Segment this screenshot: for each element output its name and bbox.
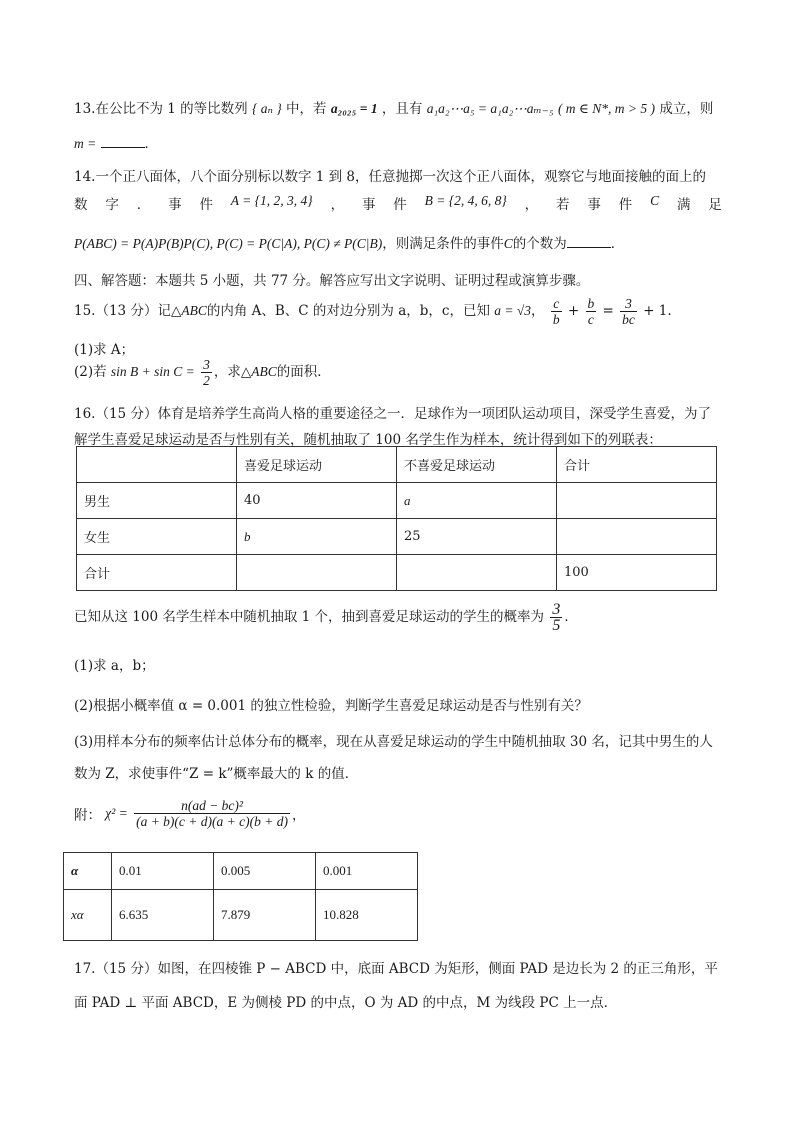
q14-w10: ， [524, 197, 539, 213]
q14-line3: P(ABC) = P(A)P(B)P(C), P(C) = P(C|A), P(C) ≠ P(C|B)，则满足条件的事件C的个数为 ． [74, 236, 625, 252]
q13-cond: a₂₀₂₅ = 1 [330, 101, 378, 116]
q14-text: ，则满足条件的事件 [382, 236, 504, 252]
q15-line1: 15.（13 分）记△ABC的内角 A、B、C 的对边分别为 a，b，c，已知 a = √3， $\frac{c}{b}$ + $\frac{b}{c}$ = $\frac{3}{bc}$ + 1. [74, 296, 672, 327]
q14-var: C [503, 236, 513, 251]
q15-p2-pre: (2)若 [74, 364, 107, 380]
table-cell: 0.001 [316, 853, 418, 890]
q15-p2-tri: △ABC [240, 364, 277, 379]
table-header-cell: 合计 [557, 447, 717, 483]
q14-w6: ， [330, 197, 345, 213]
q14-w11: 若 [556, 197, 570, 213]
q15-head: 15.（13 分）记 [74, 303, 171, 319]
q14-line2 [74, 193, 722, 213]
q16-line1: 16.（15 分）体育是培养学生高尚人格的重要途径之一．足球作为一项团队运动项目，深受学生喜爱，为了 [74, 406, 711, 422]
table-header-cell: 喜爱足球运动 [237, 447, 397, 483]
table-cell: b [237, 519, 397, 555]
table-cell: a [397, 483, 557, 519]
q14-w8: 件 [393, 197, 407, 213]
chi-end: ， [291, 807, 306, 824]
q16-prob-line [74, 602, 578, 633]
table-cell [557, 483, 717, 519]
q15-body: 的内角 A、B、C 的对边分别为 a，b，c，已知 [206, 303, 490, 319]
q15-frac3: $\frac{3}{bc}$ [622, 296, 635, 327]
q15-p1: (1)求 A； [74, 342, 135, 358]
q14-w3: 事 [168, 197, 182, 213]
table-cell [557, 519, 717, 555]
q14-w1: 字 [105, 197, 119, 213]
table-cell: 6.635 [112, 890, 214, 941]
q13-range: ( m ∈ N*, m > 5 ) [557, 101, 656, 116]
table-cell: 合计 [77, 555, 237, 591]
q13-line2: m = ． [74, 136, 159, 152]
q13-suffix: 成立，则 [659, 101, 714, 117]
table-row [77, 519, 717, 555]
q14-answer-blank[interactable] [567, 235, 611, 248]
q14-w13: 件 [618, 197, 633, 213]
table-cell [397, 555, 557, 591]
table-cell [237, 555, 397, 591]
table-cell: 0.01 [112, 853, 214, 890]
q14-set-a: A = {1, 2, 3, 4} [230, 193, 313, 208]
q17-line2: 面 PAD ⊥ 平面 ABCD，E 为侧棱 PD 的中点，O 为 AD 的中点，M 为线段 PC 上一点． [74, 995, 618, 1011]
table-header-cell: 不喜爱足球运动 [397, 447, 557, 483]
q15-tail: + 1. [643, 303, 672, 319]
table-header-cell [77, 447, 237, 483]
q16-p3-line1: (3)用样本分布的频率估计总体分布的概率，现在从喜爱足球运动的学生中随机抽取 30 名，记其中男生的人 [74, 734, 713, 750]
q13-ask: m = [74, 136, 97, 151]
table-header-row [77, 447, 717, 483]
chi-symbol: χ² = [105, 805, 128, 821]
table-cell: 女生 [77, 519, 237, 555]
q15-p2-end: 的面积． [276, 364, 331, 380]
table-row [77, 483, 717, 519]
q16-p3-line2: 数为 Z，求使事件“Z = k”概率最大的 k 的值． [74, 766, 359, 782]
table-row [77, 555, 717, 591]
q15-tri: △ABC [170, 303, 207, 318]
q13-answer-blank[interactable] [101, 135, 145, 148]
q14-w2: ． [136, 197, 151, 213]
q13-prefix: 13.在公比不为 1 的等比数列 [74, 101, 248, 117]
table-cell: 男生 [77, 483, 237, 519]
q16-prob-frac: $\frac{3}{5}$ [552, 601, 561, 634]
q13-line1 [74, 97, 713, 117]
q16-prob-end: ． [564, 609, 578, 625]
q14-end: 的个数为 [512, 236, 567, 252]
q16-p2: (2)根据小概率值 α = 0.001 的独立性检验，判断学生喜爱足球运动是否与性别有关？ [74, 698, 588, 714]
q14-w12: 事 [587, 197, 601, 213]
table-row [64, 890, 418, 941]
q16-p1: (1)求 a，b； [74, 658, 155, 674]
table-cell: 10.828 [316, 890, 418, 941]
section-heading: 四、解答题：本题共 5 小题，共 77 分。解答应写出文字说明、证明过程或演算步骤。 [74, 273, 590, 289]
table-cell: 100 [557, 555, 717, 591]
q16-line2: 解学生喜爱足球运动是否与性别有关，随机抽取了 100 名学生作为样本，统计得到如下的列联表： [74, 432, 662, 448]
critical-value-table [63, 852, 418, 941]
q15-cond-a: a = √3 [494, 303, 532, 318]
q15-plus: + [567, 303, 580, 319]
q15-eq: = [602, 303, 614, 319]
q13-eq: a₁a₂⋯a₅ = a₁a₂⋯aₘ₋₅ [426, 101, 554, 116]
q15-frac2: $\frac{b}{c}$ [587, 296, 595, 327]
q15-frac1: $\frac{c}{b}$ [552, 296, 560, 327]
q13-mid2: ，且有 [381, 101, 423, 117]
table-cell: 40 [237, 483, 397, 519]
q16-appendix [74, 798, 305, 829]
table-cell: 7.879 [214, 890, 316, 941]
q14-w16: 足 [708, 197, 722, 213]
q14-set-b: B = {2, 4, 6, 8} [424, 193, 507, 208]
q14-w15: 满 [676, 197, 691, 213]
table-cell: α [64, 853, 112, 890]
appendix-label: 附： [74, 807, 101, 824]
q15-p2-post: ，求 [213, 364, 241, 380]
q13-mid: 中，若 [286, 101, 327, 117]
q15-p2 [74, 357, 331, 388]
contingency-table [76, 446, 717, 591]
q13-seq: { aₙ } [251, 101, 282, 116]
q14-w7: 事 [361, 197, 376, 213]
q14-eq: P(ABC) = P(A)P(B)P(C), P(C) = P(C|A), P(C) ≠ P(C|B) [74, 236, 383, 251]
q17-line1: 17.（15 分）如图，在四棱锥 P − ABCD 中，底面 ABCD 为矩形，侧面 PAD 是边长为 2 的正三角形，平 [74, 961, 718, 977]
q15-p2-eq: sin B + sin C = [110, 364, 195, 379]
q14-line1: 14.一个正八面体，八个面分别标以数字 1 到 8，任意抛掷一次这个正八面体，观察它与地面接触的面上的 [74, 169, 707, 185]
table-cell: 0.005 [214, 853, 316, 890]
q14-var-c: C [650, 193, 660, 208]
table-row [64, 853, 418, 890]
chi-formula: $\frac{\text{n(ad − bc)²}}{(a + b)(c + d)(a + c)(b + d)}$ [136, 798, 288, 829]
q14-w0: 数 [74, 197, 88, 213]
q15-p2-frac: $\frac{3}{2}$ [203, 357, 210, 388]
q16-prob-pre: 已知从这 100 名学生样本中随机抽取 1 个，抽到喜爱足球运动的学生的概率为 [74, 609, 545, 625]
table-cell: 25 [397, 519, 557, 555]
q14-w4: 件 [199, 197, 213, 213]
table-cell: xα [64, 890, 112, 941]
